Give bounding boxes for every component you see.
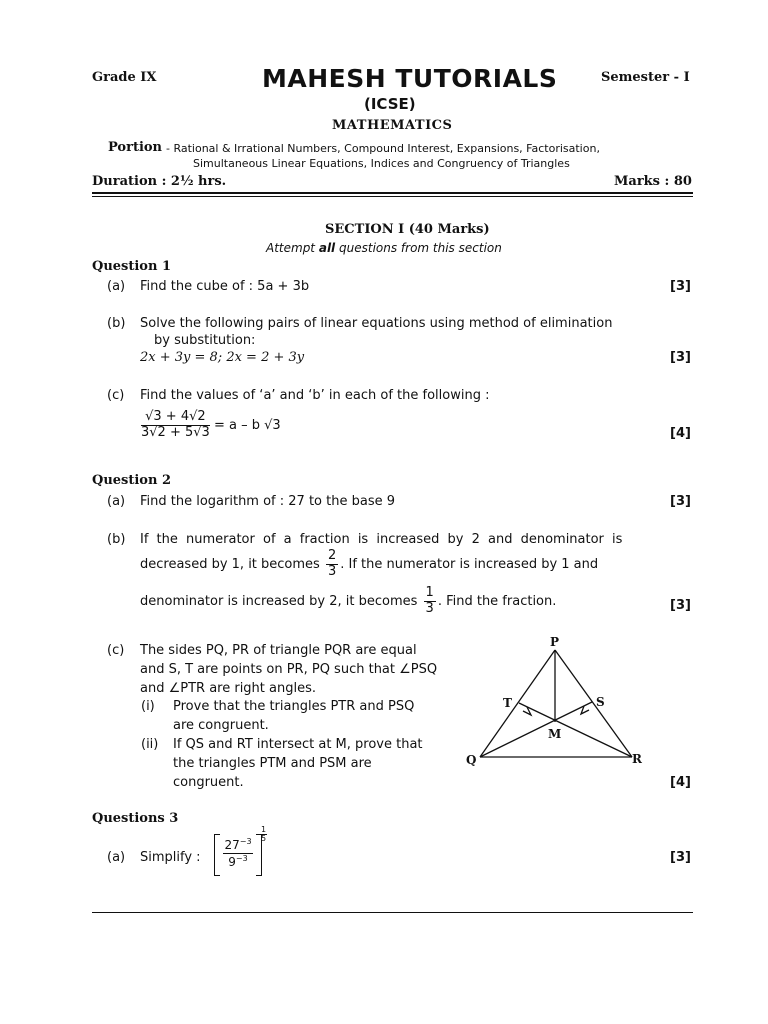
q1b-equations: 2x + 3y = 8; 2x = 2 + 3y (140, 350, 305, 365)
q1c-denominator: 3√2 + 5√3 (141, 424, 210, 440)
side-pr (555, 650, 632, 757)
side-pq (480, 650, 555, 757)
q1c-numerator: √3 + 4√2 (141, 410, 210, 426)
q2c-ii-line-3: congruent. (173, 775, 244, 790)
q2c-i-line-1: Prove that the triangles PTR and PSQ (173, 699, 415, 714)
institute-title: MAHESH TUTORIALS (262, 64, 558, 93)
vertex-p-label: P (550, 635, 560, 649)
point-m-label: M (548, 727, 562, 741)
portion-label: Portion (108, 140, 163, 155)
q1c-text: Find the values of ‘a’ and ‘b’ in each of the following : (140, 388, 490, 403)
q2a-label: (a) (107, 494, 126, 509)
instruction-all: all (318, 241, 336, 255)
q3a-fraction (223, 837, 253, 869)
marks-label: Marks : 80 (614, 174, 692, 189)
q3a-marks: [3] (670, 850, 691, 865)
q2a-text: Find the logarithm of : 27 to the base 9 (140, 494, 395, 509)
q2b-frac1-num: 2 (327, 548, 337, 563)
question-1-title: Question 1 (92, 259, 172, 274)
q2b-line-3 (140, 586, 556, 617)
board-label: (ICSE) (364, 95, 416, 113)
triangle-pqr-figure (460, 630, 660, 775)
q2b-line-2 (140, 549, 598, 580)
q3a-outer-exponent (260, 826, 267, 843)
q2b-marks: [3] (670, 598, 691, 613)
section-instruction (266, 241, 502, 255)
q1b-label: (b) (107, 316, 126, 331)
q1a-marks: [3] (670, 279, 691, 294)
q2c-label: (c) (107, 643, 125, 658)
q2c-line-1: The sides PQ, PR of triangle PQR are equal (140, 643, 417, 658)
q2b-line-2-post: . If the numerator is increased by 1 and (340, 556, 599, 572)
q2b-line-1: If the numerator of a fraction is increased by 2 and denominator is (140, 532, 623, 547)
q1c-expression (141, 410, 281, 441)
q2b-line-2-pre: decreased by 1, it becomes (140, 556, 320, 572)
portion-line-2: Simultaneous Linear Equations, Indices and Congruency of Triangles (193, 157, 570, 170)
point-s-label: S (596, 695, 605, 709)
q3a-label: (a) (107, 850, 126, 865)
header-rule-top (92, 192, 693, 194)
q2c-line-3: and ∠PTR are right angles. (140, 681, 316, 696)
q1c-marks: [4] (670, 426, 691, 441)
q3a-den-base: 9 (228, 855, 236, 869)
q2c-ii-line-2: the triangles PTM and PSM are (173, 756, 372, 771)
point-t-label: T (503, 696, 512, 710)
q3a-num-base: 27 (224, 838, 240, 852)
q1b-line-1: Solve the following pairs of linear equations using method of elimination (140, 316, 613, 331)
q3a-den-exp: −3 (235, 854, 248, 863)
q3a-outer-exp-num: 1 (261, 825, 267, 834)
q2b-frac2-num: 1 (425, 585, 434, 600)
q3a-outer-exp-den: 5 (261, 834, 267, 843)
q2b-frac2-den: 3 (425, 600, 434, 616)
header-rule-bottom (92, 196, 693, 197)
grade-label: Grade IX (92, 70, 157, 85)
vertex-r-label: R (632, 752, 642, 766)
q1c-label: (c) (107, 388, 125, 403)
subject-label: MATHEMATICS (332, 118, 453, 133)
q2a-marks: [3] (670, 494, 691, 509)
q3a-text: Simplify : (140, 850, 201, 865)
q3a-bracket (214, 834, 262, 876)
instruction-pre: Attempt (266, 241, 316, 255)
q2c-i-line-2: are congruent. (173, 718, 269, 733)
q2c-i-label: (i) (141, 699, 155, 714)
q1b-marks: [3] (670, 350, 691, 365)
instruction-post: questions from this section (339, 241, 502, 255)
question-3-title: Questions 3 (92, 811, 179, 826)
question-2-title: Question 2 (92, 473, 172, 488)
q1c-rhs: = a – b √3 (213, 417, 281, 433)
q2b-line-3-post: . Find the fraction. (437, 593, 557, 609)
q3a-num-exp: −3 (239, 837, 252, 846)
q2b-label: (b) (107, 532, 126, 547)
q2c-ii-label: (ii) (141, 737, 159, 752)
section-title: SECTION I (40 Marks) (325, 222, 490, 237)
duration-label: Duration : 2½ hrs. (92, 174, 227, 189)
q1a-label: (a) (107, 279, 126, 294)
q2b-frac1-den: 3 (327, 563, 337, 579)
q2c-marks: [4] (670, 775, 691, 790)
q2c-line-2: and S, T are points on PR, PQ such that ∠PSQ (140, 662, 438, 677)
portion-line-1: - Rational & Irrational Numbers, Compound Interest, Expansions, Factorisation, (166, 142, 600, 155)
q2b-line-3-pre: denominator is increased by 2, it becomes (140, 593, 418, 609)
q1b-line-2: by substitution: (154, 333, 256, 348)
vertex-q-label: Q (466, 753, 477, 767)
q2c-ii-line-1: If QS and RT intersect at M, prove that (173, 737, 423, 752)
q1a-text: Find the cube of : 5a + 3b (140, 279, 310, 294)
footer-rule (92, 912, 693, 913)
semester-label: Semester - I (601, 70, 690, 85)
